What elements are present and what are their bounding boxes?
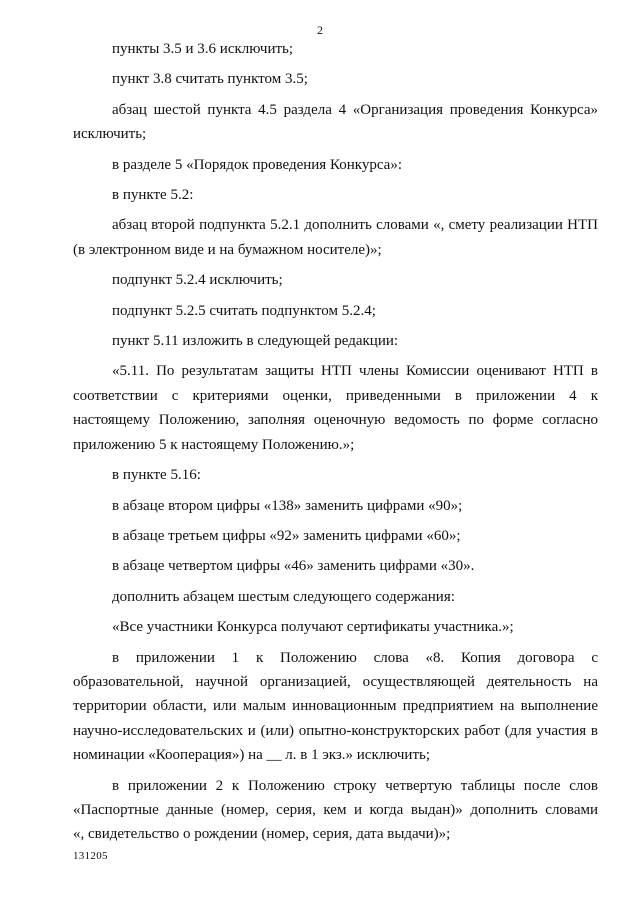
page-number: 2 bbox=[317, 23, 323, 37]
text-line: территории области, или малым инновационным предприятием на выполнение bbox=[73, 698, 598, 715]
paragraph bbox=[73, 494, 598, 518]
paragraph bbox=[73, 37, 598, 61]
text-line: в абзаце третьем цифры «92» заменить цифрами «60»; bbox=[112, 527, 461, 544]
paragraph bbox=[73, 213, 598, 262]
text-line: научно-исследовательских и (или) опытно-конструкторских работ (для участия в bbox=[73, 722, 598, 739]
document-code: 131205 bbox=[73, 850, 108, 862]
paragraph bbox=[73, 615, 598, 639]
paragraph bbox=[73, 98, 598, 147]
text-line: подпункт 5.2.4 исключить; bbox=[112, 272, 283, 289]
paragraph bbox=[73, 646, 598, 768]
text-line: «Все участники Конкурса получают сертификаты участника.»; bbox=[112, 619, 514, 636]
paragraph bbox=[73, 299, 598, 323]
text-line: «, свидетельство о рождении (номер, серия, дата выдачи)»; bbox=[73, 826, 451, 843]
paragraph bbox=[73, 183, 598, 207]
paragraph bbox=[73, 153, 598, 177]
text-line: в приложении 2 к Положению строку четвертую таблицы после слов bbox=[112, 777, 598, 794]
paragraph bbox=[73, 67, 598, 91]
text-line: пункт 5.11 изложить в следующей редакции: bbox=[112, 333, 399, 350]
text-line: в пункте 5.2: bbox=[112, 187, 194, 204]
text-line: абзац второй подпункта 5.2.1 дополнить словами «, смету реализации НТП bbox=[112, 217, 598, 234]
paragraph bbox=[73, 585, 598, 609]
text-line: образовательной, научной организацией, осуществляющей деятельность на bbox=[73, 673, 598, 690]
paragraph bbox=[73, 774, 598, 847]
text-line: «Паспортные данные (номер, серия, кем и когда выдан)» дополнить словами bbox=[73, 801, 598, 818]
text-line: подпункт 5.2.5 считать подпунктом 5.2.4; bbox=[112, 302, 376, 319]
paragraph bbox=[73, 329, 598, 353]
document-body bbox=[73, 37, 598, 847]
text-line: «5.11. По результатам защиты НТП члены Комиссии оценивают НТП в bbox=[112, 363, 598, 380]
text-line: пункты 3.5 и 3.6 исключить; bbox=[112, 41, 294, 57]
text-line: номинации «Кооперация») на __ л. в 1 экз.» исключить; bbox=[73, 747, 431, 764]
paragraph bbox=[73, 524, 598, 548]
paragraph bbox=[73, 268, 598, 292]
text-line: в абзаце четвертом цифры «46» заменить цифрами «30». bbox=[112, 558, 475, 575]
text-line: абзац шестой пункта 4.5 раздела 4 «Организация проведения Конкурса» bbox=[112, 101, 598, 118]
text-line: соответствии с критериями оценки, приведенными в приложении 4 к bbox=[73, 387, 598, 404]
paragraph bbox=[73, 359, 598, 457]
text-line: (в электронном виде и на бумажном носителе)»; bbox=[73, 241, 382, 258]
paragraph bbox=[73, 554, 598, 578]
text-line: в разделе 5 «Порядок проведения Конкурса»: bbox=[112, 156, 402, 173]
text-line: в приложении 1 к Положению слова «8. Копия договора с bbox=[112, 649, 598, 666]
text-line: дополнить абзацем шестым следующего содержания: bbox=[112, 588, 455, 605]
text-line: пункт 3.8 считать пунктом 3.5; bbox=[112, 71, 308, 88]
text-line: исключить; bbox=[73, 126, 147, 143]
text-line: в абзаце втором цифры «138» заменить цифрами «90»; bbox=[112, 497, 463, 514]
paragraph bbox=[73, 463, 598, 487]
text-line: настоящему Положению, заполняя оценочную ведомость по форме согласно bbox=[73, 412, 598, 429]
text-line: приложению 5 к настоящему Положению.»; bbox=[73, 436, 355, 453]
text-line: в пункте 5.16: bbox=[112, 467, 201, 484]
